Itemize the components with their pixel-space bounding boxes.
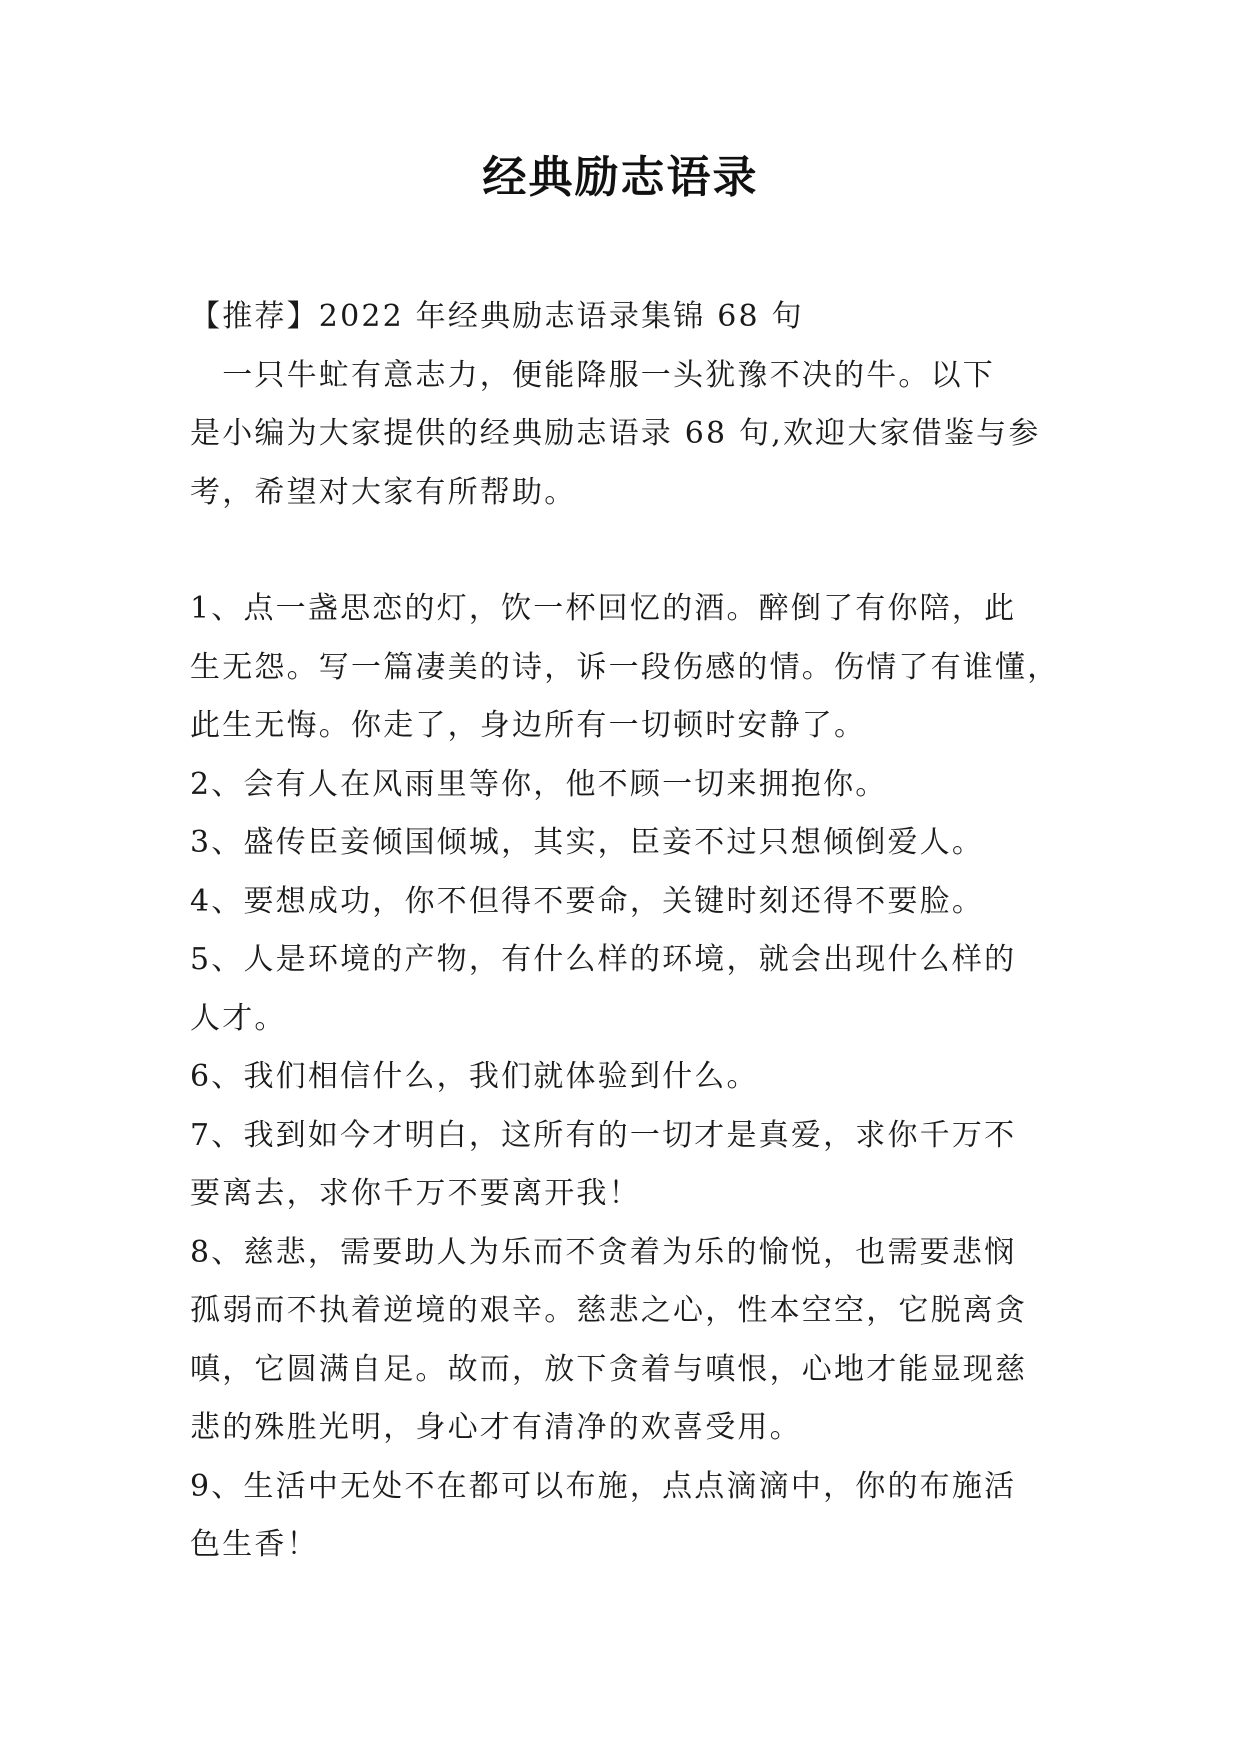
quote-line: 要离去，求你千万不要离开我！ xyxy=(190,1176,641,1211)
intro-line: 一只牛虻有意志力，便能降服一头犹豫不决的牛。以下 xyxy=(190,357,995,393)
intro-line: 考，希望对大家有所帮助。 xyxy=(190,474,577,510)
quote-line: 孤弱而不执着逆境的艰辛。慈悲之心，性本空空，它脱离贪 xyxy=(190,1293,1028,1328)
document-body xyxy=(190,288,1060,1575)
quote-line: 此生无悔。你走了，身边所有一切顿时安静了。 xyxy=(190,708,867,743)
quote-line: 悲的殊胜光明，身心才有清净的欢喜受用。 xyxy=(190,1410,802,1445)
quote-line: 2、会有人在风雨里等你，他不顾一切来拥抱你。 xyxy=(190,766,888,802)
quote-line: 7、我到如今才明白，这所有的一切才是真爱，求你千万不 xyxy=(190,1117,1017,1153)
document-title: 经典励志语录 xyxy=(482,152,759,203)
quote-line: 人才。 xyxy=(190,1000,287,1036)
subtitle-line: 【推荐】2022 年经典励志语录集锦 68 句 xyxy=(190,299,804,334)
quote-line: 生无怨。写一篇凄美的诗，诉一段伤感的情。伤情了有谁懂， xyxy=(190,649,1060,685)
quote-line: 嗔，它圆满自足。故而，放下贪着与嗔恨，心地才能显现慈 xyxy=(190,1351,1028,1387)
quote-line: 色生香！ xyxy=(190,1527,319,1562)
quote-line: 8、慈悲，需要助人为乐而不贪着为乐的愉悦，也需要悲悯 xyxy=(190,1234,1017,1270)
quote-line: 6、我们相信什么，我们就体验到什么。 xyxy=(190,1059,759,1094)
quote-line: 4、要想成功，你不但得不要命，关键时刻还得不要脸。 xyxy=(190,883,985,919)
quote-line: 1、点一盏思恋的灯，饮一杯回忆的酒。醉倒了有你陪，此 xyxy=(190,591,1017,626)
intro-line: 是小编为大家提供的经典励志语录 68 句,欢迎大家借鉴与参 xyxy=(190,416,1041,451)
quote-line: 9、生活中无处不在都可以布施，点点滴滴中，你的布施活 xyxy=(190,1468,1017,1504)
quote-line: 5、人是环境的产物，有什么样的环境，就会出现什么样的 xyxy=(190,942,1017,977)
quote-line: 3、盛传臣妾倾国倾城，其实，臣妾不过只想倾倒爱人。 xyxy=(190,825,985,860)
paragraph-gap xyxy=(190,522,1050,580)
